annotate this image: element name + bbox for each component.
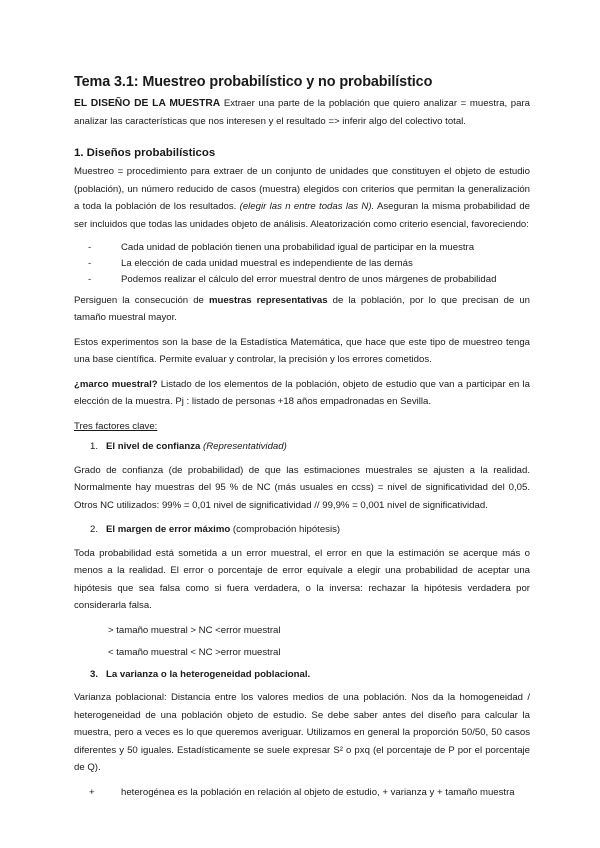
text-segment: de la población, por lo que precisan de un tamaño muestral mayor. [74,294,530,324]
paragraph-mathematical-statistics: Estos experimentos son la base de la Estadística Matemática, que hace que este tipo de muestreo tenga una base científica. Permite evaluar y controlar, la precisión y los errores cometidos. [74,336,530,366]
dash-marker: - [88,274,92,286]
intro-text: Extraer una parte de la población que quiero analizar = muestra, para analizar las características que nos interesen y el resultado => inferir algo del colectivo total. [74,98,531,127]
rule-line-2: < tamaño muestral < NC >error muestral [108,647,281,659]
factor-number: 3. [90,668,99,680]
plus-item-text: heterogénea es la población en relación al objeto de estudio, + varianza y + tamaño muestra [121,786,515,798]
list-item-text: La elección de cada unidad muestral es independiente de las demás [121,258,413,270]
paragraph-sampling-frame [74,376,530,411]
bold-segment: muestras representativas [208,294,328,306]
factor-number: 1. [90,441,99,453]
randomization-list [74,240,530,289]
factors-title: Tres factores clave: [74,420,158,432]
factor-title: La varianza o la heterogeneidad poblacional. [106,668,311,680]
dash-marker: - [88,258,92,270]
paragraph-muestreo-text-a: Muestreo = procedimiento para extraer de un conjunto de unidades que constituyen el objeto de estudio (población), un número reducido de casos (muestra) elegidos con criterios que permitan la generalización a toda la población de los resultados. [74,166,530,212]
section-heading-probabilistic: 1. Diseños probabilísticos [74,147,216,159]
paragraph-muestreo-em: (elegir las n entre todas las N). [239,201,375,212]
factor-title: El margen de error máximo [106,524,231,536]
factor-1-text: Grado de confianza (de probabilidad) de que las estimaciones muestrales se ajusten a la realidad. Normalmente hay muestras del 95 % de NC (más usuales en ccss) = nivel de significatividad del 0,05. Otros NC utilizados: 99% = 0,01 nivel de significatividad // 99,9% = 0,001 nivel de significatividad. [74,464,530,511]
sampling-frame-text: Listado de los elementos de la población, objeto de estudio que van a participar en la elección de la muestra. Pj : listado de personas +18 años empadronadas en Sevilla. [74,378,530,408]
factor-subtitle: (comprobación hipótesis) [230,524,341,536]
factor-title: El nivel de confianza [106,441,201,453]
dash-marker: - [88,242,92,253]
list-item-text: Cada unidad de población tienen una probabilidad igual de participar en la muestra [121,242,475,253]
list-item [74,256,530,272]
factor-3-heading [74,666,530,684]
paragraph-representative [74,292,530,327]
factor-subtitle: (Representatividad) [203,441,287,453]
paragraph-muestreo-text-b: Aseguran la misma probabilidad de ser incluidos que todas las unidades objeto de análisis. Aleatorización como criterio esencial, favoreciendo: [74,201,530,230]
list-item [74,272,530,288]
list-item-text: Podemos realizar el cálculo del error muestral dentro de unos márgenes de probabilidad [121,274,497,286]
factor-2-heading [74,521,530,539]
factor-2-text: Toda probabilidad está sometida a un error muestral, el error en que la estimación se acerque más o menos a la realidad. El error o porcentaje de error equivale a elegir una probabilidad de aceptar una hipótesis que sea falsa como si fuera verdadera, o la inversa: rechazar la hipótesis verdadera por considerarla falsa. [74,547,530,612]
factor-1-heading [74,438,530,456]
text-segment: Persiguen la consecución de [74,294,209,306]
paragraph-muestreo [74,163,530,233]
list-item [74,240,530,256]
factor-number: 2. [90,524,99,536]
plus-marker: + [89,786,95,798]
intro-caps-heading: EL DISEÑO DE LA MUESTRA [74,98,221,109]
plus-item [74,784,530,802]
factor-3-text: Varianza poblacional: Distancia entre los valores medios de una población. Nos da la homogeneidad / heterogeneidad de una población objeto de estudio. Se debe saber antes del diseño para calcular la muestra, pero a veces es lo que queremos averiguar. Utilizamos en general la proporción 50/50, 50 casos diferentes y 50 iguales. Estadísticamente se suele expresar S² o pxq (el porcentaje de P por el porcentaje de Q). [74,692,530,774]
document-title: Tema 3.1: Muestreo probabilístico y no probabilístico [74,74,433,90]
rule-line-1: > tamaño muestral > NC <error muestral [108,624,281,636]
sampling-frame-question: ¿marco muestral? [74,378,158,390]
intro-paragraph [74,95,530,130]
